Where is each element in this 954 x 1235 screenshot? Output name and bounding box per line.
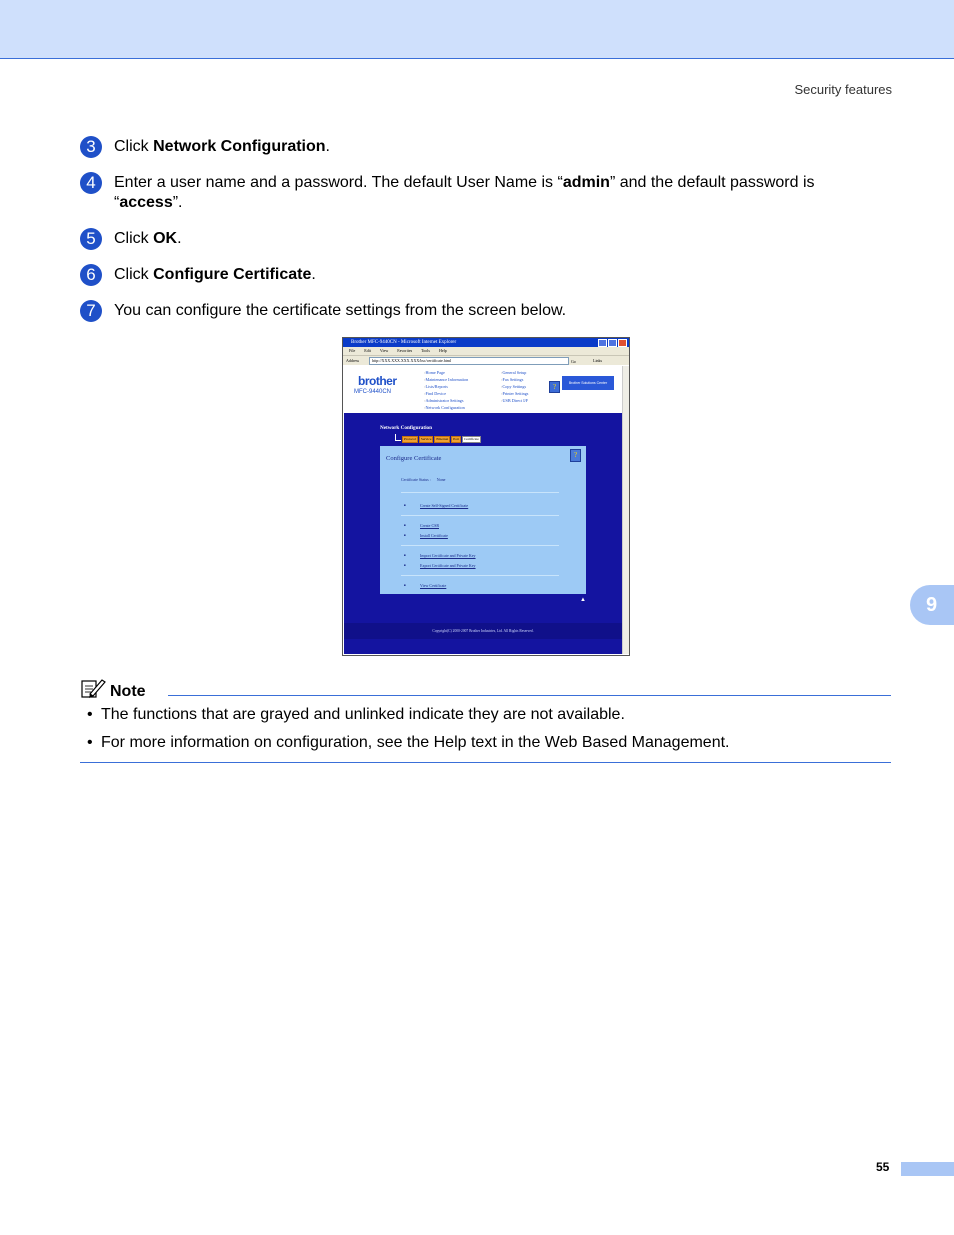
note-end-divider bbox=[80, 762, 891, 763]
certificate-status: Certificate Status : None bbox=[401, 477, 446, 482]
tab-certificate[interactable]: Certificate bbox=[464, 437, 479, 441]
nav-copy-settings[interactable]: ◦ Copy Settings bbox=[501, 383, 528, 390]
scrollbar[interactable] bbox=[622, 366, 629, 654]
nav-printer-settings[interactable]: ◦ Printer Settings bbox=[501, 390, 528, 397]
nav-admin-settings[interactable]: ◦ Administrator Settings bbox=[424, 397, 468, 404]
address-label: Address bbox=[346, 358, 360, 363]
config-tabs bbox=[402, 436, 482, 443]
tab-ethernet[interactable]: Ethernet bbox=[436, 437, 449, 441]
link-install-certificate[interactable]: ■ Install Certificate bbox=[405, 533, 448, 538]
link-create-self-signed[interactable]: ■ Create Self-Signed Certificate bbox=[405, 503, 468, 508]
link-export-certificate[interactable]: ■ Export Certificate and Private Key bbox=[405, 563, 476, 568]
step-3: 3 Click Network Configuration. bbox=[80, 137, 880, 157]
chapter-tab: 9 bbox=[910, 585, 954, 625]
menu-view[interactable]: View bbox=[379, 348, 389, 353]
address-input[interactable]: http://XXX.XXX.XXX.XXX/bsc/certificate.html bbox=[369, 357, 569, 365]
divider bbox=[401, 492, 559, 493]
help-icon[interactable]: ? bbox=[570, 449, 581, 462]
brother-logo: brother bbox=[358, 374, 397, 388]
browser-screenshot bbox=[342, 337, 630, 656]
note-label: Note bbox=[110, 683, 146, 700]
solutions-center-banner[interactable]: Brother Solutions Center bbox=[562, 376, 614, 390]
nav-find-device[interactable]: ◦ Find Device bbox=[424, 390, 468, 397]
page-number: 55 bbox=[876, 1160, 890, 1174]
nav-usb-direct[interactable]: ◦ USB Direct I/F bbox=[501, 397, 528, 404]
note-divider bbox=[168, 695, 891, 696]
link-import-certificate[interactable]: ■ Import Certificate and Private Key bbox=[405, 553, 476, 558]
note-bullet: • The functions that are grayed and unlinked indicate they are not available. bbox=[87, 706, 625, 723]
step-number: 5 bbox=[80, 228, 102, 250]
link-create-csr[interactable]: ■ Create CSR bbox=[405, 523, 439, 528]
copyright: Copyright(C) 2000-2007 Brother Industries, Ltd. All Rights Reserved. bbox=[344, 623, 622, 639]
divider bbox=[401, 545, 559, 546]
web-header bbox=[344, 366, 622, 412]
step-6: 6 Click Configure Certificate. bbox=[80, 265, 880, 285]
tab-service[interactable]: Service bbox=[420, 437, 432, 441]
menu-tools[interactable]: Tools bbox=[421, 348, 430, 353]
divider bbox=[401, 575, 559, 576]
model-name: MFC-9440CN bbox=[354, 389, 392, 395]
step-number: 4 bbox=[80, 172, 102, 194]
close-icon[interactable] bbox=[618, 339, 627, 347]
web-content bbox=[344, 413, 622, 654]
step-7: 7 You can configure the certificate settings from the screen below. bbox=[80, 301, 880, 321]
nav-maintenance-info[interactable]: ◦ Maintenance Information bbox=[424, 376, 468, 383]
window-title-bar: Brother MFC-9440CN - Microsoft Internet Explorer bbox=[343, 338, 629, 347]
link-view-certificate[interactable]: ■ View Certificate bbox=[405, 583, 446, 588]
step-5: 5 Click OK. bbox=[80, 229, 880, 249]
header-band bbox=[0, 0, 954, 59]
nav-lists-reports[interactable]: ◦ Lists/Reports bbox=[424, 383, 468, 390]
nav-network-config[interactable]: ◦ Network Configuration bbox=[424, 404, 468, 411]
note-pencil-icon bbox=[80, 677, 106, 699]
scroll-top-icon[interactable]: ▲ bbox=[580, 597, 586, 603]
tab-port[interactable]: Port bbox=[453, 437, 460, 441]
tab-protocol[interactable]: Protocol bbox=[404, 437, 416, 441]
nav-fax-settings[interactable]: ◦ Fax Settings bbox=[501, 376, 528, 383]
note-bullet: • For more information on configuration, see the Help text in the Web Based Management. bbox=[87, 734, 730, 751]
links-label[interactable]: Links bbox=[593, 358, 603, 363]
nav-right bbox=[501, 369, 528, 404]
tree-connector bbox=[395, 434, 401, 441]
page-number-bar bbox=[901, 1162, 954, 1176]
section-title: Security features bbox=[794, 82, 892, 97]
menu-edit[interactable]: Edit bbox=[364, 348, 371, 353]
nav-left bbox=[424, 369, 468, 411]
help-icon[interactable]: ? bbox=[549, 381, 560, 393]
step-number: 6 bbox=[80, 264, 102, 286]
divider bbox=[401, 515, 559, 516]
nav-general-setup[interactable]: ◦ General Setup bbox=[501, 369, 528, 376]
panel-title: Configure Certificate bbox=[386, 455, 442, 462]
menu-bar bbox=[343, 347, 629, 356]
nav-home-page[interactable]: ◦ Home Page bbox=[424, 369, 468, 376]
certificate-panel bbox=[380, 446, 586, 594]
menu-file[interactable]: File bbox=[349, 348, 356, 353]
menu-favorites[interactable]: Favorites bbox=[397, 348, 413, 353]
maximize-icon[interactable] bbox=[608, 339, 617, 347]
menu-help[interactable]: Help bbox=[438, 348, 447, 353]
step-4: 4 Enter a user name and a password. The default User Name is “admin” and the default password is “access”. bbox=[80, 173, 880, 213]
address-bar bbox=[343, 356, 629, 365]
go-button[interactable]: Go bbox=[571, 359, 576, 364]
section-heading: Network Configuration bbox=[380, 425, 433, 431]
minimize-icon[interactable] bbox=[598, 339, 607, 347]
step-number: 7 bbox=[80, 300, 102, 322]
step-number: 3 bbox=[80, 136, 102, 158]
